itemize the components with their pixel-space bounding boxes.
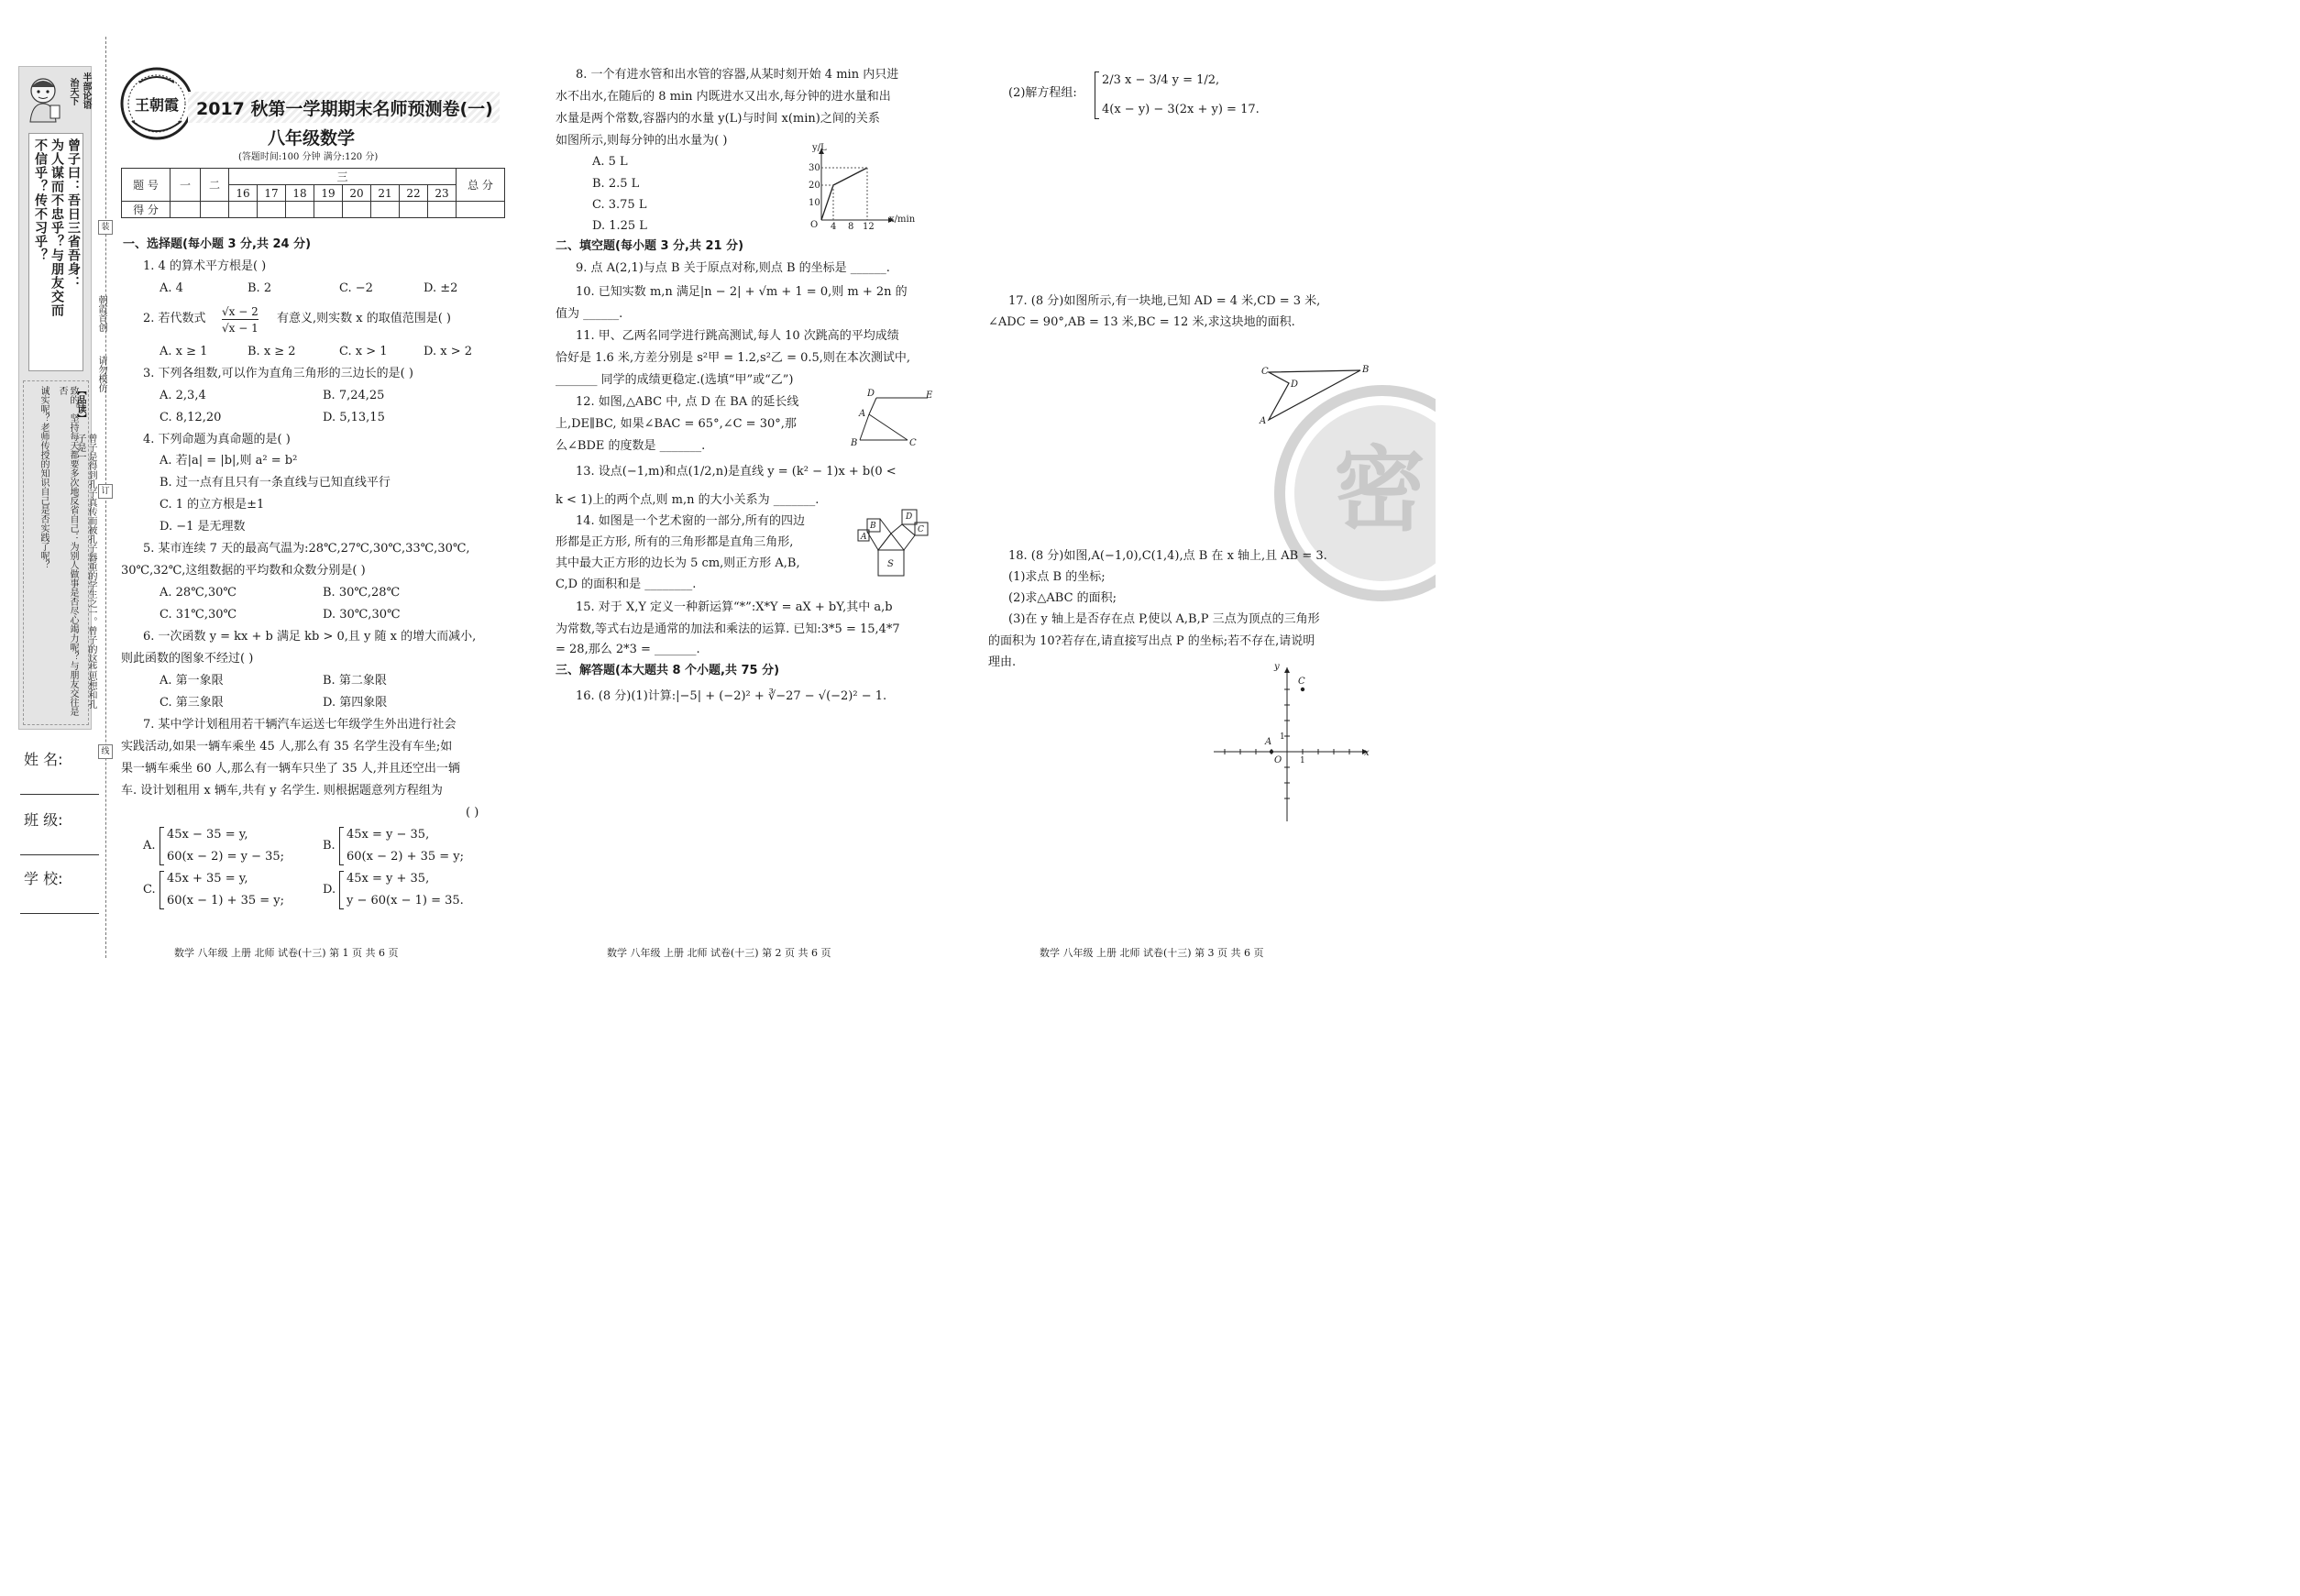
q18-line: (2)求△ABC 的面积; — [1008, 591, 1117, 605]
q7-line: 实践活动,如果一辆车乘坐 45 人,那么有 35 名学生没有车坐;如 — [121, 740, 453, 754]
q11-line: 恰好是 1.6 米,方差分别是 s²甲 = 1.2,s²乙 = 0.5,则在本次测试中, — [556, 351, 911, 365]
fig-label: A — [861, 533, 867, 542]
page-footer: 数学 八年级 上册 北师 试卷(十三) 第 3 页 共 6 页 — [1040, 947, 1264, 959]
q2-frac-num: √x − 2 — [222, 305, 259, 318]
q14-line: 其中最大正方形的边长为 5 cm,则正方形 A,B, — [556, 556, 800, 570]
class-label: 班 级: — [24, 811, 63, 829]
school-field[interactable] — [20, 913, 99, 914]
sub-col: 18 — [286, 185, 314, 202]
q4-stem: 4. 下列命题为真命题的是( ) — [143, 433, 291, 446]
q16: 16. (8 分)(1)计算:|−5| + (−2)² + ∛−27 − √(−2)² − 1. — [576, 689, 887, 703]
tag-line-2: 治天下 — [68, 78, 78, 105]
q7-option-a: 45x − 35 = y, — [167, 828, 248, 842]
q2-option: A. x ≥ 1 — [160, 345, 208, 358]
fig-label: C — [909, 438, 917, 448]
score-cell[interactable] — [229, 202, 258, 218]
sub-col: 16 — [229, 185, 258, 202]
q2-stem-pre: 2. 若代数式 — [143, 312, 206, 325]
q8-line: 水不出水,在随后的 8 min 内既进水又出水,每分钟的进水量和出 — [556, 90, 891, 104]
col-two: 二 — [201, 169, 229, 202]
score-cell[interactable] — [428, 202, 457, 218]
q5-option: B. 30℃,28℃ — [323, 586, 401, 600]
q18-line: 的面积为 10?若存在,请直接写出点 P 的坐标;若不存在,请说明 — [988, 634, 1315, 648]
q1-option: A. 4 — [160, 281, 183, 295]
tag-line-1: 半部论语 — [81, 72, 91, 109]
fig-label: B — [870, 522, 876, 531]
graph-ytick: 30 — [809, 163, 820, 173]
section2-heading: 二、填空题(每小题 3 分,共 21 分) — [556, 239, 744, 253]
q5-stem: 30℃,32℃,这组数据的平均数和众数分别是( ) — [121, 564, 366, 578]
q11-line: _______ 同学的成绩更稳定.(选填“甲”或“乙”) — [556, 373, 794, 387]
q7-option-d: y − 60(x − 1) = 35. — [347, 894, 464, 908]
q16b-eq1: 2/3 x − 3/4 y = 1/2, — [1102, 73, 1220, 87]
q15-line: 为常数,等式右边是通常的加法和乘法的运算. 已知:3*5 = 15,4*7 — [556, 622, 900, 636]
q3-option: A. 2,3,4 — [160, 389, 206, 402]
name-label: 姓 名: — [24, 751, 63, 768]
exam-title: 2017 秋第一学期期末名师预测卷(一) — [196, 99, 493, 119]
q18-line: 理由. — [988, 655, 1017, 669]
q2-option: C. x > 1 — [339, 345, 388, 358]
score-cell[interactable] — [343, 202, 371, 218]
q7-label: D. — [323, 883, 336, 897]
q7-option-a: 60(x − 2) = y − 35; — [167, 850, 285, 864]
fig-label: A — [1265, 737, 1272, 747]
q8-option: D. 1.25 L — [592, 219, 647, 233]
q12-triangle-figure — [851, 389, 935, 449]
q7-option-c: 45x + 35 = y, — [167, 872, 248, 886]
q6-stem: 则此函数的图象不经过( ) — [121, 652, 254, 666]
q7-option-c: 60(x − 1) + 35 = y; — [167, 894, 285, 908]
exam-subject: 八年级数学 — [268, 128, 356, 149]
quote-line-3: 不信乎？传不习乎？ — [33, 138, 48, 262]
sub-col: 22 — [400, 185, 428, 202]
q6-stem: 6. 一次函数 y = kx + b 满足 kb > 0,且 y 随 x 的增大而减小, — [143, 630, 477, 644]
q14-line: 形都是正方形, 所有的三角形都是直角三角形, — [556, 535, 794, 549]
col-total: 总 分 — [457, 169, 505, 202]
q2-option: D. x > 2 — [424, 345, 472, 358]
graph-ytick: 20 — [809, 181, 820, 191]
q7-label: C. — [143, 883, 156, 897]
q12-line: 12. 如图,△ABC 中, 点 D 在 BA 的延长线 — [576, 395, 799, 409]
q1-option: C. −2 — [339, 281, 373, 295]
q4-option: B. 过一点有且只有一条直线与已知直线平行 — [160, 476, 391, 490]
logo-text: 王朝霞 — [134, 96, 179, 114]
q3-stem: 3. 下列各组数,可以作为直角三角形的三边长的是( ) — [143, 367, 413, 380]
page-footer: 数学 八年级 上册 北师 试卷(十三) 第 2 页 共 6 页 — [607, 947, 831, 959]
qnum-header: 题 号 — [122, 169, 171, 202]
fig-label: A — [1260, 416, 1267, 426]
seal-mark: 线 — [98, 744, 113, 759]
school-label: 学 校: — [24, 870, 63, 887]
fig-label: S — [887, 559, 894, 569]
fig-label: B — [1362, 365, 1370, 375]
q7-line: 7. 某中学计划租用若干辆汽车运送七年级学生外出进行社会 — [143, 718, 457, 732]
score-row-label: 得 分 — [122, 202, 171, 218]
graph-xlabel: x/min — [889, 215, 916, 225]
sub-col: 21 — [371, 185, 400, 202]
col-three: 三 — [229, 169, 457, 185]
sub-col: 17 — [258, 185, 286, 202]
q1-option: B. 2 — [248, 281, 272, 295]
vertical-note-2: 请勿模仿 — [96, 356, 106, 392]
exam-meta: (答题时间:100 分钟 满分:120 分) — [238, 152, 379, 162]
q13-line: 13. 设点(−1,m)和点(1/2,n)是直线 y = (k² − 1)x + b(0 < — [576, 465, 897, 479]
q10-line: 10. 已知实数 m,n 满足|n − 2| + √m + 1 = 0,则 m + 2n 的 — [576, 285, 908, 299]
q17-line: 17. (8 分)如图所示,有一块地,已知 AD = 4 米,CD = 3 米, — [1008, 294, 1321, 308]
sub-col: 23 — [428, 185, 457, 202]
name-field[interactable] — [20, 794, 99, 795]
score-cell[interactable] — [314, 202, 343, 218]
quote-line-2: 为人谋而不忠乎？与朋友交而 — [50, 138, 64, 317]
reading-text-2: 致的。坚持每天都要多次地反省自己：为别人做事是否尽心竭力呢？与朋友交往是否 — [57, 386, 78, 716]
quote-line-1: 曾子曰：吾日三省吾身： — [66, 138, 81, 290]
q12-line: 上,DE∥BC, 如果∠BAC = 65°,∠C = 30°,那 — [556, 417, 797, 431]
fig-label: E — [926, 391, 933, 401]
class-field[interactable] — [20, 854, 99, 855]
fig-label: A — [859, 409, 866, 419]
q7-label: A. — [143, 839, 156, 853]
q18-line: 18. (8 分)如图,A(−1,0),C(1,4),点 B 在 x 轴上,且 AB = 3. — [1008, 549, 1327, 563]
q10-line: 值为 ______. — [556, 307, 623, 321]
reading-title: 【品读】 — [75, 386, 85, 423]
fig-label: C — [918, 525, 924, 534]
fig-label: x — [1364, 748, 1370, 758]
graph-ylabel: y/L — [812, 143, 827, 153]
graph-ytick: 10 — [809, 198, 820, 208]
score-table — [121, 168, 505, 218]
water-volume-graph — [798, 138, 926, 233]
q15-line: 15. 对于 X,Y 定义一种新运算“*”:X*Y = aX + bY,其中 a,b — [576, 600, 893, 614]
q2-frac-den: √x − 1 — [222, 322, 259, 335]
fig-label: y — [1274, 662, 1280, 672]
q5-option: D. 30℃,30℃ — [323, 608, 401, 622]
q18-line: (1)求点 B 的坐标; — [1008, 570, 1106, 584]
fig-label: O — [1274, 755, 1282, 765]
fig-label: C — [1298, 677, 1305, 687]
q11-line: 11. 甲、乙两名同学进行跳高测试,每人 10 次跳高的平均成绩 — [576, 329, 899, 343]
graph-origin: O — [810, 220, 819, 230]
score-cell[interactable] — [201, 202, 229, 218]
q14-line: 14. 如图是一个艺术窗的一部分,所有的四边 — [576, 514, 805, 528]
cartoon-avatar — [23, 72, 63, 124]
q1-option: D. ±2 — [424, 281, 458, 295]
q14-line: C,D 的面积和是 ________. — [556, 578, 697, 591]
q4-option: D. −1 是无理数 — [160, 520, 246, 534]
q3-option: C. 8,12,20 — [160, 411, 222, 424]
q4-option: C. 1 的立方根是±1 — [160, 498, 265, 512]
reading-text-3: 诚实呢？老师传授的知识自己是否实践了呢？ — [39, 386, 49, 569]
q5-option: C. 31℃,30℃ — [160, 608, 237, 622]
q18-coordinate-figure — [1208, 660, 1373, 825]
motto-panel — [18, 66, 96, 730]
score-cell[interactable] — [457, 202, 505, 218]
graph-xtick: 8 — [848, 222, 854, 232]
q2-option: B. x ≥ 2 — [248, 345, 296, 358]
q18-line: (3)在 y 轴上是否存在点 P,使以 A,B,P 三点为顶点的三角形 — [1008, 612, 1320, 626]
q1-stem: 1. 4 的算术平方根是( ) — [143, 259, 267, 273]
q8-line: 8. 一个有进水管和出水管的容器,从某时刻开始 4 min 内只进 — [576, 68, 899, 82]
q7-option-d: 45x = y + 35, — [347, 872, 430, 886]
section3-heading: 三、解答题(本大题共 8 个小题,共 75 分) — [556, 664, 780, 677]
sub-col: 20 — [343, 185, 371, 202]
seal-mark: 装 — [98, 220, 113, 235]
sub-col: 19 — [314, 185, 343, 202]
score-cell[interactable] — [371, 202, 400, 218]
q13-line: k < 1)上的两个点,则 m,n 的大小关系为 _______. — [556, 493, 820, 507]
fig-label: B — [851, 438, 858, 448]
q8-line: 如图所示,则每分钟的出水量为( ) — [556, 134, 728, 148]
q7-line: 果一辆车乘坐 60 人,那么有一辆车只坐了 35 人,并且还空出一辆 — [121, 762, 460, 776]
watermark-char: 密 — [1334, 436, 1425, 544]
page-footer: 数学 八年级 上册 北师 试卷(十三) 第 1 页 共 6 页 — [174, 947, 399, 959]
graph-xtick: 4 — [831, 222, 837, 232]
fig-label: 1 — [1300, 756, 1305, 765]
score-cell[interactable] — [171, 202, 201, 218]
q15-line: = 28,那么 2*3 = _______. — [556, 643, 700, 656]
q7-paren: ( ) — [466, 806, 479, 820]
score-cell[interactable] — [400, 202, 428, 218]
q6-option: D. 第四象限 — [323, 696, 388, 710]
q7-option-b: 60(x − 2) + 35 = y; — [347, 850, 465, 864]
q6-option: C. 第三象限 — [160, 696, 224, 710]
q5-option: A. 28℃,30℃ — [160, 586, 237, 600]
seal-mark: 订 — [98, 484, 113, 499]
q17-line: ∠ADC = 90°,AB = 13 米,BC = 12 米,求这块地的面积. — [988, 315, 1295, 329]
q8-option: B. 2.5 L — [592, 177, 640, 191]
q2-stem-post: 有意义,则实数 x 的取值范围是( ) — [277, 312, 452, 325]
fig-label: D — [867, 389, 875, 399]
q12-line: 么∠BDE 的度数是 _______. — [556, 439, 706, 453]
q9: 9. 点 A(2,1)与点 B 关于原点对称,则点 B 的坐标是 ______. — [576, 261, 890, 275]
q16b-eq2: 4(x − y) − 3(2x + y) = 17. — [1102, 103, 1260, 116]
q5-stem: 5. 某市连续 7 天的最高气温为:28℃,27℃,30℃,33℃,30℃, — [143, 542, 470, 556]
fig-label: 1 — [1280, 732, 1285, 742]
q8-option: A. 5 L — [592, 155, 628, 169]
q3-option: D. 5,13,15 — [323, 411, 385, 424]
brand-logo — [119, 66, 194, 141]
q7-line: 车. 设计划租用 x 辆车,共有 y 名学生. 则根据题意列方程组为 — [121, 784, 443, 798]
q6-option: B. 第二象限 — [323, 674, 387, 688]
q8-line: 水量是两个常数,容器内的水量 y(L)与时间 x(min)之间的关系 — [556, 112, 880, 126]
score-cell[interactable] — [286, 202, 314, 218]
fig-label: D — [906, 512, 913, 522]
q3-option: B. 7,24,25 — [323, 389, 385, 402]
q16b-label: (2)解方程组: — [1008, 86, 1077, 100]
q4-option: A. 若|a| = |b|,则 a² = b² — [160, 454, 298, 468]
fig-label: C — [1261, 367, 1269, 377]
watermark-seal — [1272, 376, 1436, 605]
q6-option: A. 第一象限 — [160, 674, 224, 688]
section1-heading: 一、选择题(每小题 3 分,共 24 分) — [123, 237, 312, 251]
q14-square-figure — [854, 506, 939, 581]
q7-option-b: 45x = y − 35, — [347, 828, 430, 842]
reading-text-1: 曾子是得到孔子真传而被孔子器重的学生之一。曾子的这些思想和孔子是一 — [75, 434, 96, 709]
col-one: 一 — [171, 169, 201, 202]
score-cell[interactable] — [258, 202, 286, 218]
graph-xtick: 12 — [863, 222, 875, 232]
q8-option: C. 3.75 L — [592, 198, 647, 212]
fig-label: D — [1291, 380, 1299, 390]
vertical-note-1: 朝霞首创 — [96, 295, 106, 332]
q7-label: B. — [323, 839, 336, 853]
